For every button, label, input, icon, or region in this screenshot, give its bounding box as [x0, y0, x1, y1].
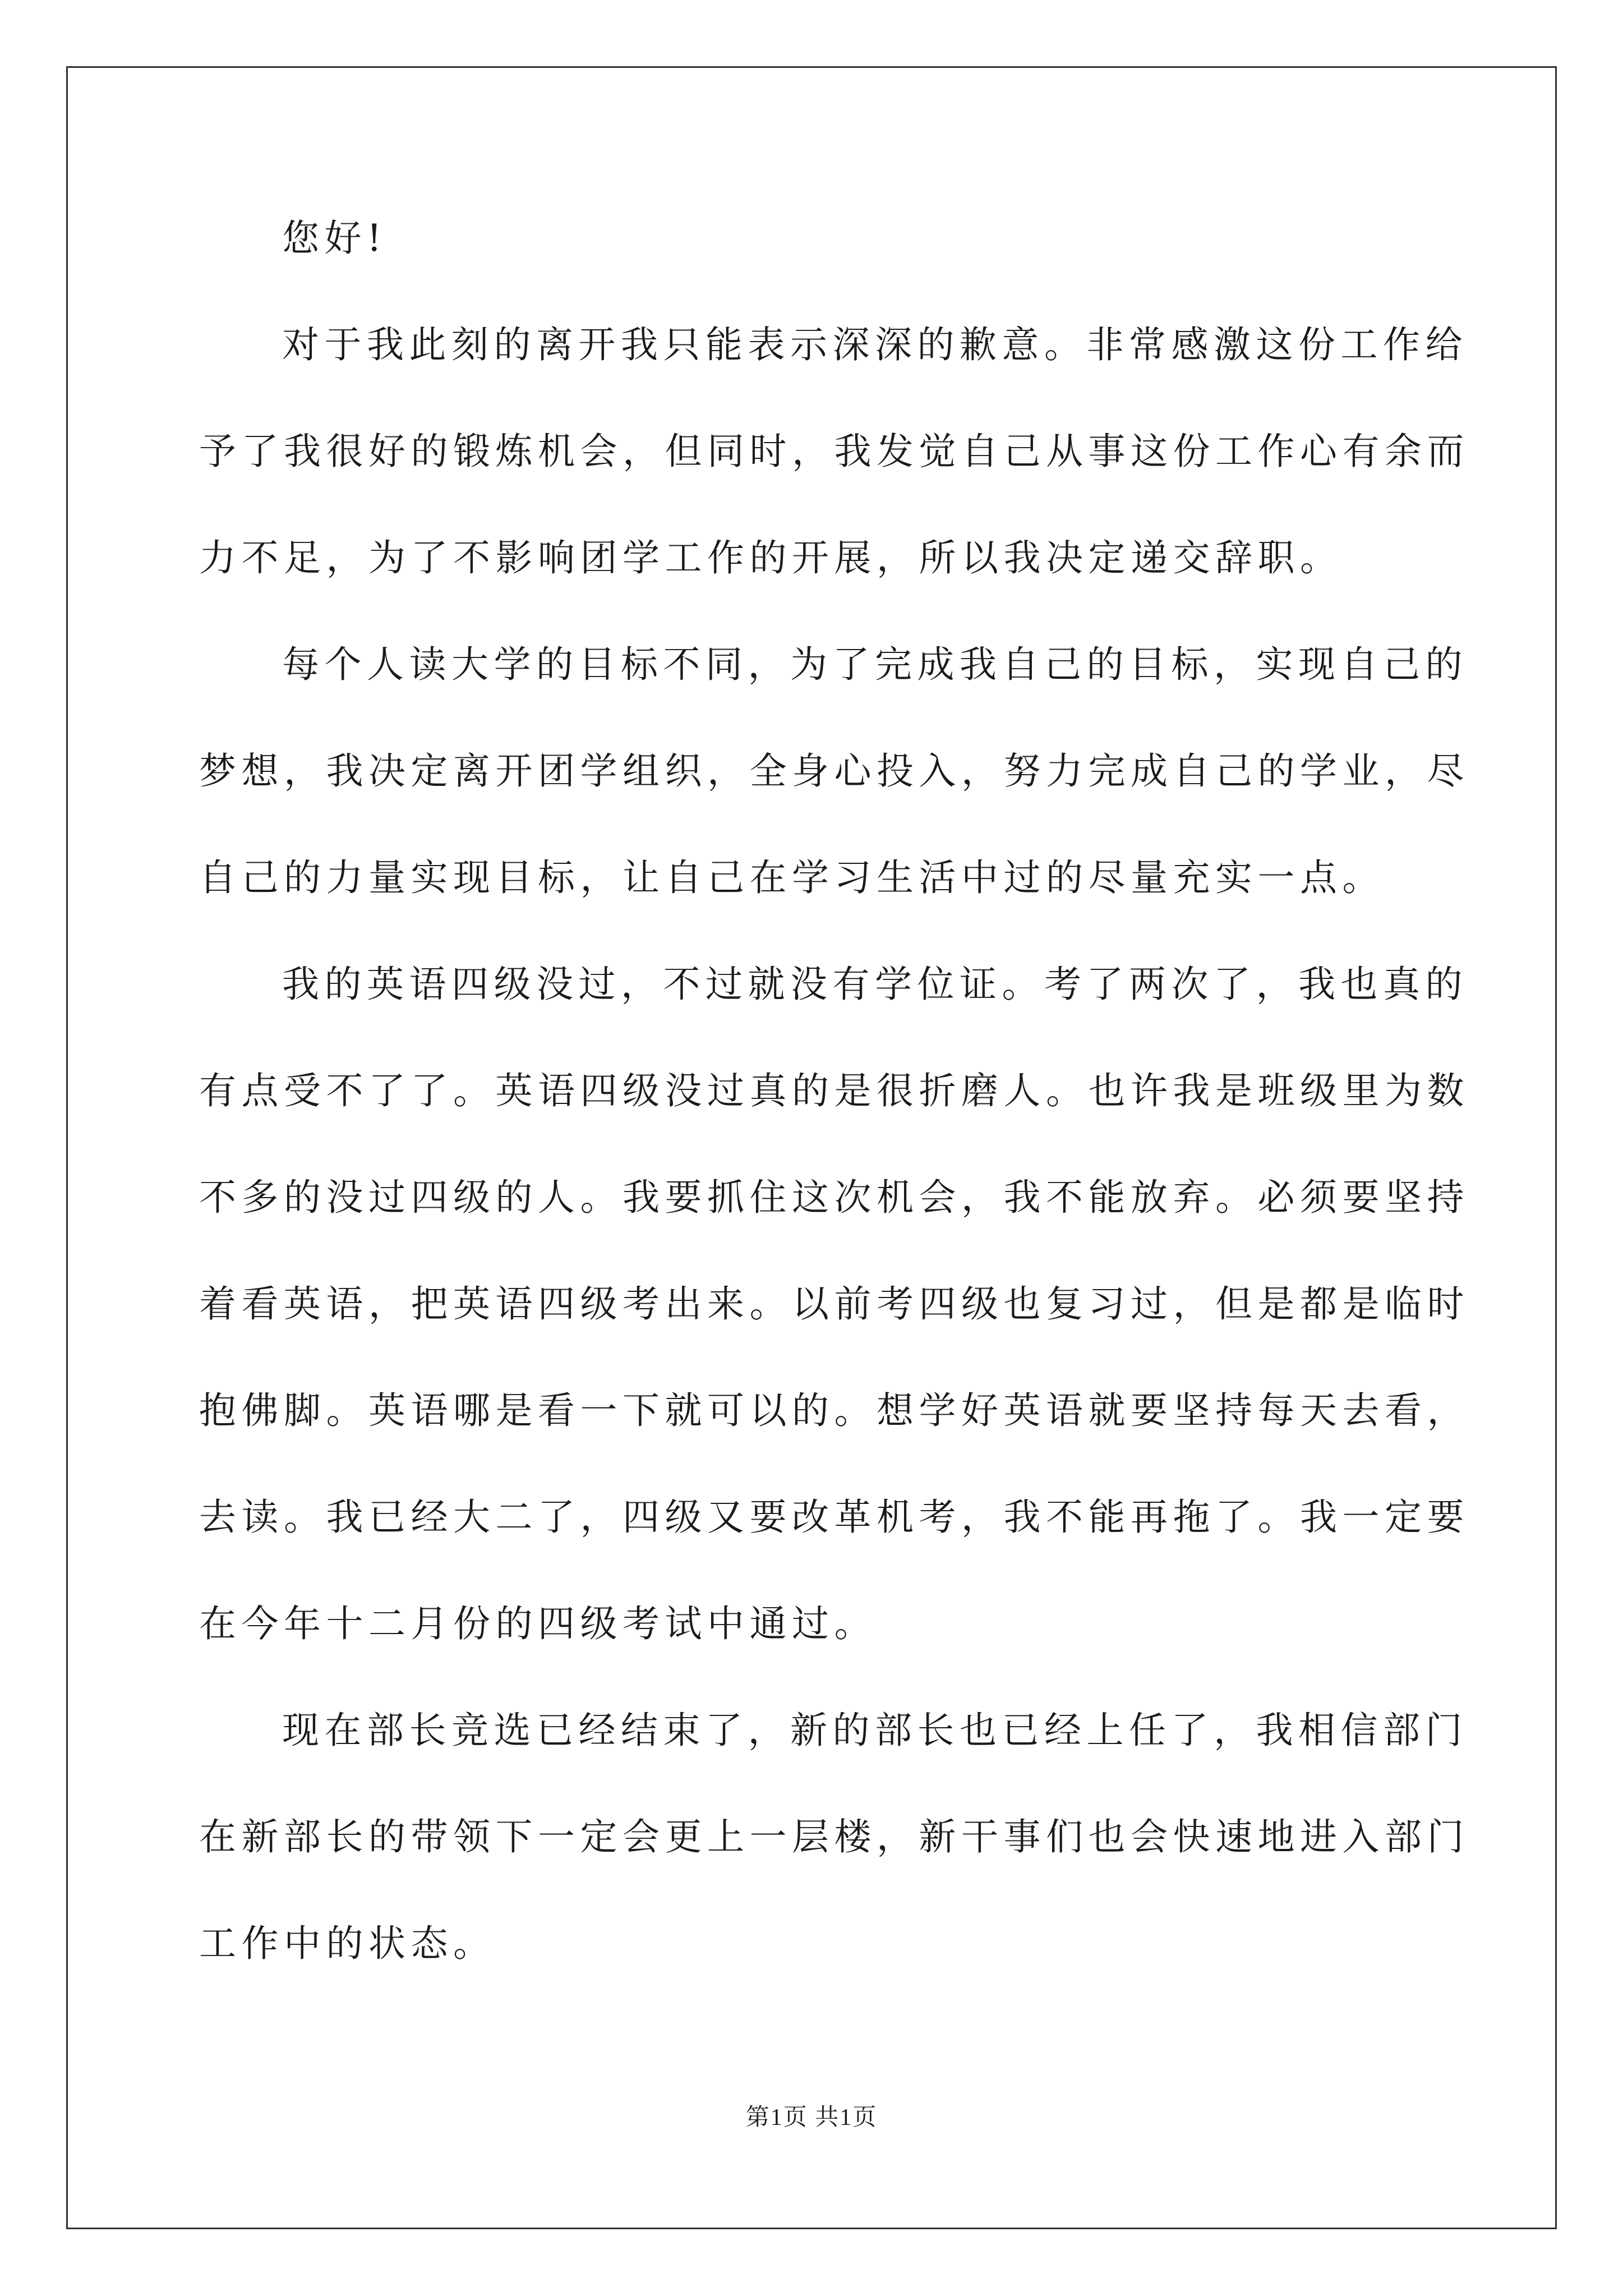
paragraph-line: 每个人读大学的目标不同，为了完成我自己的目标，实现自己的	[282, 643, 1468, 686]
paragraph-line: 现在部长竞选已经结束了，新的部长也已经上任了，我相信部门	[282, 1709, 1468, 1752]
paragraph-line: 不多的没过四级的人。我要抓住这次机会，我不能放弃。必须要坚持	[199, 1176, 1469, 1219]
paragraph-line: 在新部长的带领下一定会更上一层楼，新干事们也会快速地进入部门	[199, 1815, 1469, 1858]
paragraph-line: 着看英语，把英语四级考出来。以前考四级也复习过，但是都是临时	[199, 1282, 1469, 1326]
greeting-line: 您好!	[282, 217, 388, 260]
paragraph-line: 抱佛脚。英语哪是看一下就可以的。想学好英语就要坚持每天去看，	[199, 1389, 1469, 1432]
paragraph-line: 力不足，为了不影响团学工作的开展，所以我决定递交辞职。	[199, 536, 1343, 579]
paragraph-line: 我的英语四级没过，不过就没有学位证。考了两次了，我也真的	[282, 963, 1468, 1006]
paragraph-line: 对于我此刻的离开我只能表示深深的歉意。非常感激这份工作给	[282, 323, 1468, 366]
page-number: 第1页 共1页	[745, 2105, 878, 2131]
paragraph-line: 在今年十二月份的四级考试中通过。	[199, 1602, 877, 1645]
paragraph-line: 予了我很好的锻炼机会，但同时，我发觉自己从事这份工作心有余而	[199, 430, 1469, 473]
paragraph-line: 去读。我已经大二了，四级又要改革机考，我不能再拖了。我一定要	[199, 1496, 1469, 1539]
page-border	[66, 66, 1557, 2229]
paragraph-line: 梦想，我决定离开团学组织，全身心投入，努力完成自己的学业，尽	[199, 749, 1469, 793]
paragraph-line: 自己的力量实现目标，让自己在学习生活中过的尽量充实一点。	[199, 856, 1385, 899]
paragraph-line: 工作中的状态。	[199, 1922, 496, 1965]
paragraph-line: 有点受不了了。英语四级没过真的是很折磨人。也许我是班级里为数	[199, 1069, 1469, 1112]
